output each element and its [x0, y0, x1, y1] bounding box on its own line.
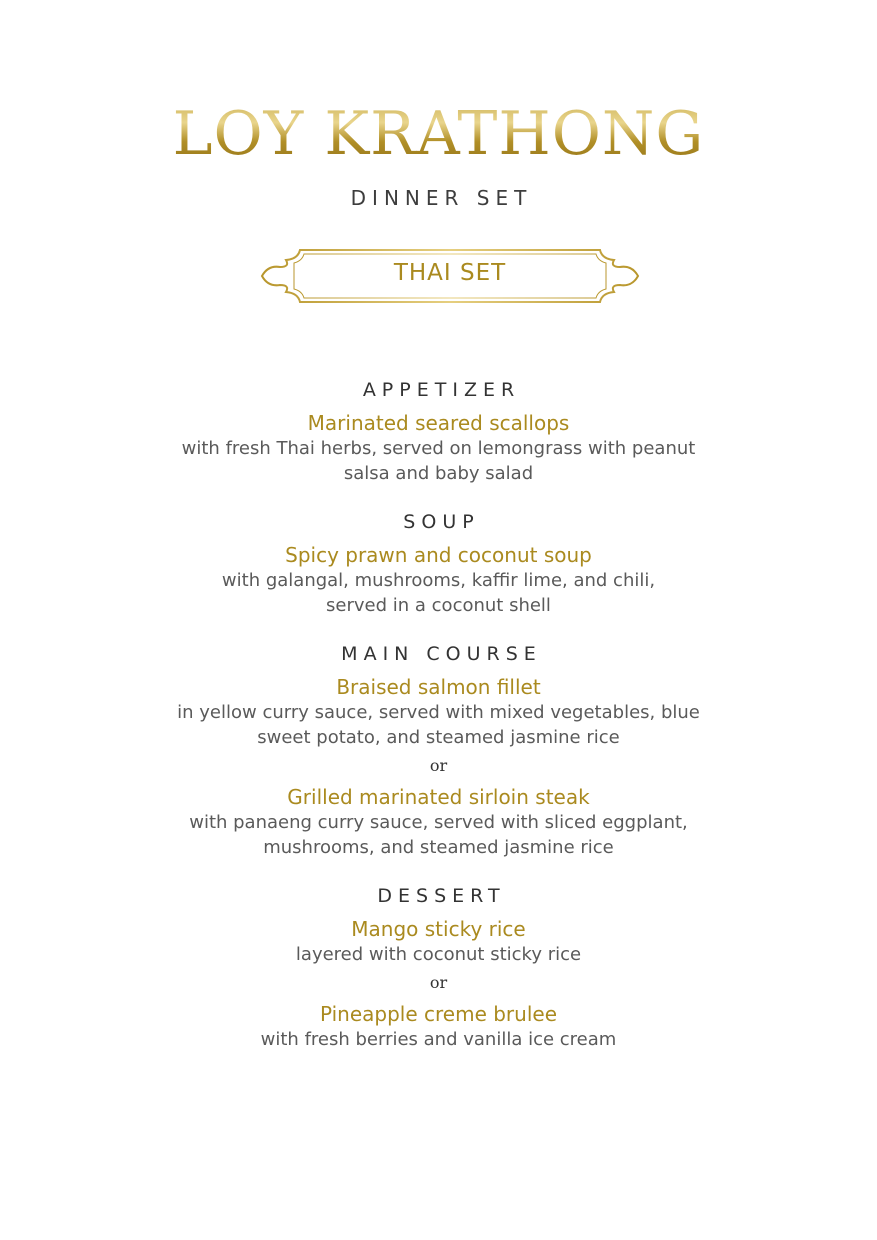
- dish-description: with panaeng curry sauce, served with sliced eggplant,: [189, 812, 688, 833]
- section-main-course: [120, 640, 757, 860]
- dish-description: served in a coconut shell: [326, 595, 551, 616]
- section-soup: [120, 508, 757, 618]
- menu-title: LOY KRATHONG: [0, 96, 877, 172]
- menu-body: [120, 376, 757, 1074]
- dish-description: in yellow curry sauce, served with mixed vegetables, blue: [177, 702, 700, 723]
- section-heading: SOUP: [403, 511, 480, 533]
- section-heading: MAIN COURSE: [341, 643, 542, 665]
- menu-subtitle: DINNER SET: [350, 186, 533, 210]
- dish-name: Pineapple creme brulee: [319, 1002, 557, 1026]
- section-heading: DESSERT: [377, 885, 506, 907]
- set-badge-label: THAI SET: [393, 260, 507, 286]
- dish-name: Grilled marinated sirloin steak: [287, 785, 590, 809]
- dish-name: Braised salmon fillet: [336, 675, 541, 699]
- dish-description: layered with coconut sticky rice: [295, 944, 582, 965]
- dish-name: Mango sticky rice: [351, 917, 526, 941]
- or-separator: or: [429, 756, 448, 775]
- dish-description: sweet potato, and steamed jasmine rice: [257, 727, 620, 748]
- dish-name: Spicy prawn and coconut soup: [285, 543, 592, 567]
- section-appetizer: [120, 376, 757, 486]
- dish-description: with fresh berries and vanilla ice cream: [260, 1029, 617, 1050]
- section-heading: APPETIZER: [362, 379, 521, 401]
- dish-description: salsa and baby salad: [343, 463, 534, 484]
- set-badge: [260, 247, 640, 305]
- dish-description: mushrooms, and steamed jasmine rice: [263, 837, 614, 858]
- dish-description: with galangal, mushrooms, kaffir lime, and chili,: [221, 570, 656, 591]
- dish-description: with fresh Thai herbs, served on lemongrass with peanut: [181, 438, 696, 459]
- dish-name: Marinated seared scallops: [307, 411, 570, 435]
- or-separator: or: [429, 973, 448, 992]
- section-dessert: [120, 882, 757, 1052]
